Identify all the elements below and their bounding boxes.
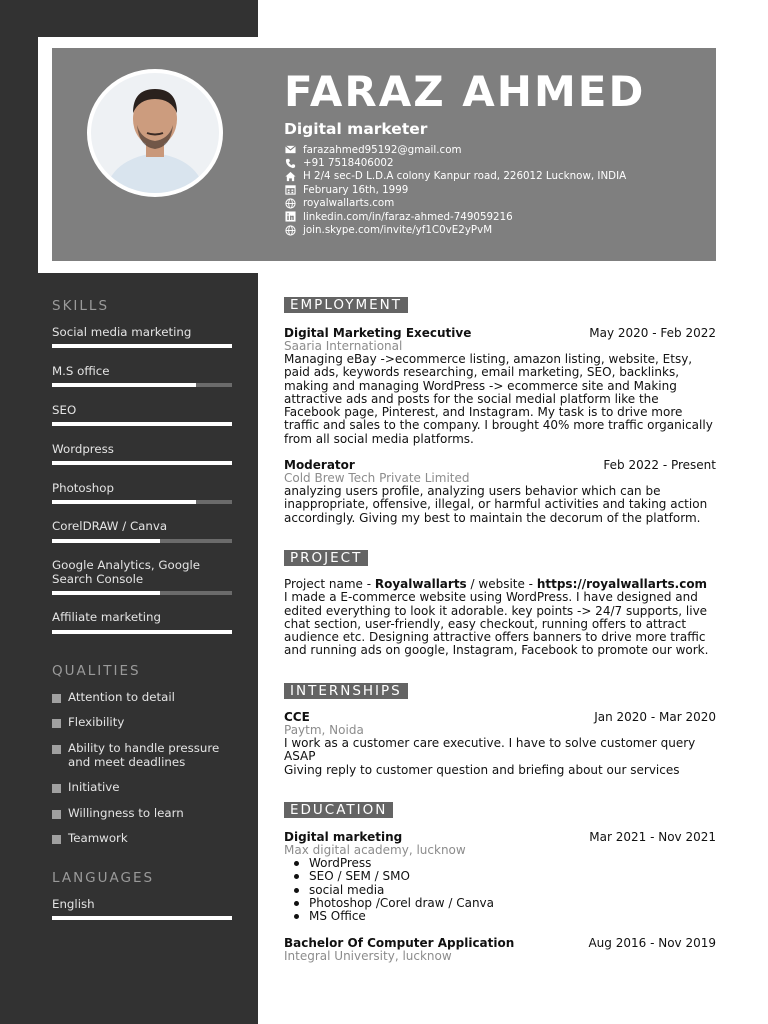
bullet-dot [294,874,299,879]
internships-heading: INTERNSHIPS [284,683,408,699]
bullet-square [52,784,61,793]
project-website-link[interactable]: https://royalwallarts.com [536,577,708,591]
skill-level-fill [52,344,232,348]
contact-address-text: H 2/4 sec-D L.D.A colony Kanpur road, 226012 Lucknow, INDIA [303,170,627,183]
quality-label: Willingness to learn [68,806,184,820]
skill-label: CorelDRAW / Canva [52,519,168,533]
contact-skype-text: join.skype.com/invite/yf1C0vE2yPvM [303,224,493,237]
contact-birthdate [284,183,626,196]
skill-label: Wordpress [52,442,114,456]
skill-item [52,443,232,457]
internship-title: CCE [284,710,310,724]
text-line: Managing eBay ->ecommerce listing, amazon listing, website, Etsy, [284,352,693,366]
list-item [294,857,494,870]
skill-level-bar [52,383,232,387]
language-item [52,898,232,912]
education-topics [294,857,494,923]
email-icon [284,144,297,155]
skill-label: Social media marketing [52,325,192,339]
contact-website[interactable] [284,197,626,210]
text-line: paid ads, keywords researching, email marketing, SEO, backlinks, [284,365,680,380]
project-name-prefix: Project name - [284,577,375,591]
quality-item [52,781,238,795]
bullet-dot [294,914,299,919]
language-level-fill [52,916,232,920]
job-date: Feb 2022 - Present [603,458,716,472]
skill-level-bar [52,500,232,504]
topic-label: MS Office [309,909,366,924]
skill-item [52,559,232,586]
web-icon [284,198,297,209]
job-description [284,485,720,525]
project-site-prefix: / website - [466,577,537,591]
skill-level-bar [52,630,232,634]
text-line: inappropriate, offensive, illegal, or harmful activities and taking action [284,497,708,512]
skill-level-fill [52,630,232,634]
project-description [284,578,720,658]
contact-linkedin-text: linkedin.com/in/faraz-ahmed-749059216 [303,210,513,223]
project-name-line [284,578,720,591]
skill-level-fill [52,422,232,426]
contact-list [284,143,626,237]
qualities-heading: QUALITIES [52,663,141,679]
language-level-bar [52,916,232,920]
education-date: Mar 2021 - Nov 2021 [589,830,716,844]
text-line: accordingly. Giving my best to maintain the decorum of the platform. [284,510,701,525]
linkedin-icon [284,211,297,222]
skill-level-fill [52,500,196,504]
education-heading: EDUCATION [284,802,393,818]
skill-item [52,326,232,340]
quality-label: Attention to detail [68,690,175,704]
job-company: Cold Brew Tech Private Limited [284,471,470,485]
education-institution: Integral University, lucknow [284,949,452,963]
education-date: Aug 2016 - Nov 2019 [588,936,716,950]
job-description [284,353,720,446]
job-title: Digital Marketing Executive [284,326,472,340]
bullet-square [52,719,61,728]
job-date: May 2020 - Feb 2022 [589,326,716,340]
bullet-square [52,810,61,819]
bullet-dot [294,888,299,893]
contact-website-text: royalwallarts.com [303,197,395,210]
text-line: I made a E-commerce website using WordPress. I have designed and [284,590,698,605]
skill-item [52,611,232,625]
text-line: and running ads on google, Instagram, Facebook to promote our work. [284,643,709,658]
text-line: from all social media platforms. [284,431,474,446]
list-item [294,910,494,923]
text-line: traffic and sales to the company. I brought 40% more traffic organically [284,418,713,433]
bullet-dot [294,861,299,866]
skill-level-fill [52,539,160,543]
education-title: Digital marketing [284,830,403,844]
text-line: analyzing users profile, analyzing users behavior which can be [284,484,661,498]
contact-skype[interactable] [284,223,626,236]
text-line: Giving reply to customer question and briefing about our services [284,762,680,777]
skill-label: M.S office [52,364,110,378]
skill-level-bar [52,461,232,465]
quality-item [52,691,238,705]
education-institution: Max digital academy, lucknow [284,843,466,857]
bullet-square [52,745,61,754]
text-line: Facebook page, Pinterest, and Instagram. My task is to drive more [284,405,683,420]
contact-email-text: farazahmed95192@gmail.com [303,143,462,156]
topic-label: social media [309,882,385,897]
contact-phone[interactable] [284,156,626,169]
skill-level-fill [52,461,232,465]
skill-label: Google Analytics, Google Search Console [52,558,201,586]
contact-email[interactable] [284,143,626,156]
text-line: edited everything to look it adorable. key points -> 24/7 supports, live [284,603,708,618]
topic-label: Photoshop /Corel draw / Canva [309,895,495,910]
internship-date: Jan 2020 - Mar 2020 [594,710,716,724]
profile-photo-image [91,73,219,193]
skill-item [52,365,232,379]
profile-photo [87,69,223,197]
skill-level-fill [52,591,160,595]
quality-label: Teamwork [68,831,128,845]
text-line: attractive ads and posts for the social medial platform like the [284,391,659,406]
bullet-dot [294,901,299,906]
internship-company: Paytm, Noida [284,723,364,737]
quality-label: Ability to handle pressure and meet deadlines [68,741,220,769]
text-line: audience etc. Designing attractive offers banners to drive more traffic [284,630,706,645]
contact-linkedin[interactable] [284,210,626,223]
home-icon [284,171,297,182]
education-title: Bachelor Of Computer Application [284,936,515,950]
project-name: Royalwallarts [374,577,467,591]
internship-description [284,737,720,777]
topic-label: WordPress [309,856,372,870]
topic-label: SEO / SEM / SMO [309,869,410,884]
text-line: ASAP [284,749,316,764]
skill-level-bar [52,344,232,348]
skill-level-bar [52,591,232,595]
skill-item [52,520,232,534]
skills-heading: SKILLS [52,298,110,314]
bullet-square [52,835,61,844]
contact-address [284,170,626,183]
text-line: making and managing WordPress -> ecommerce site and Making [284,378,677,393]
candidate-name: FARAZ AHMED [284,67,646,116]
skill-item [52,404,232,418]
skill-level-fill [52,383,196,387]
languages-heading: LANGUAGES [52,870,155,886]
text-line: chat section, user-friendly, easy checkout, running offers to attract [284,616,687,631]
quality-label: Flexibility [68,715,125,729]
project-heading: PROJECT [284,550,368,566]
contact-phone-text: +91 7518406002 [303,157,394,170]
quality-item [52,742,238,769]
skill-label: Photoshop [52,481,114,495]
job-title: Moderator [284,458,355,472]
quality-label: Initiative [68,780,120,794]
phone-icon [284,158,297,169]
quality-item [52,832,238,846]
list-item [294,870,494,883]
skill-level-bar [52,539,232,543]
contact-birthdate-text: February 16th, 1999 [303,183,409,196]
language-label: English [52,897,95,911]
quality-item [52,716,238,730]
job-company: Saaria International [284,339,403,353]
skill-level-bar [52,422,232,426]
calendar-icon [284,184,297,195]
list-item [294,884,494,897]
quality-item [52,807,238,821]
employment-heading: EMPLOYMENT [284,297,408,313]
skill-item [52,482,232,496]
candidate-role: Digital marketer [284,120,428,138]
skill-label: SEO [52,403,77,417]
web-icon [284,225,297,236]
bullet-square [52,694,61,703]
skill-label: Affiliate marketing [52,610,162,624]
text-line: I work as a customer care executive. I have to solve customer query [284,736,696,750]
list-item [294,897,494,910]
